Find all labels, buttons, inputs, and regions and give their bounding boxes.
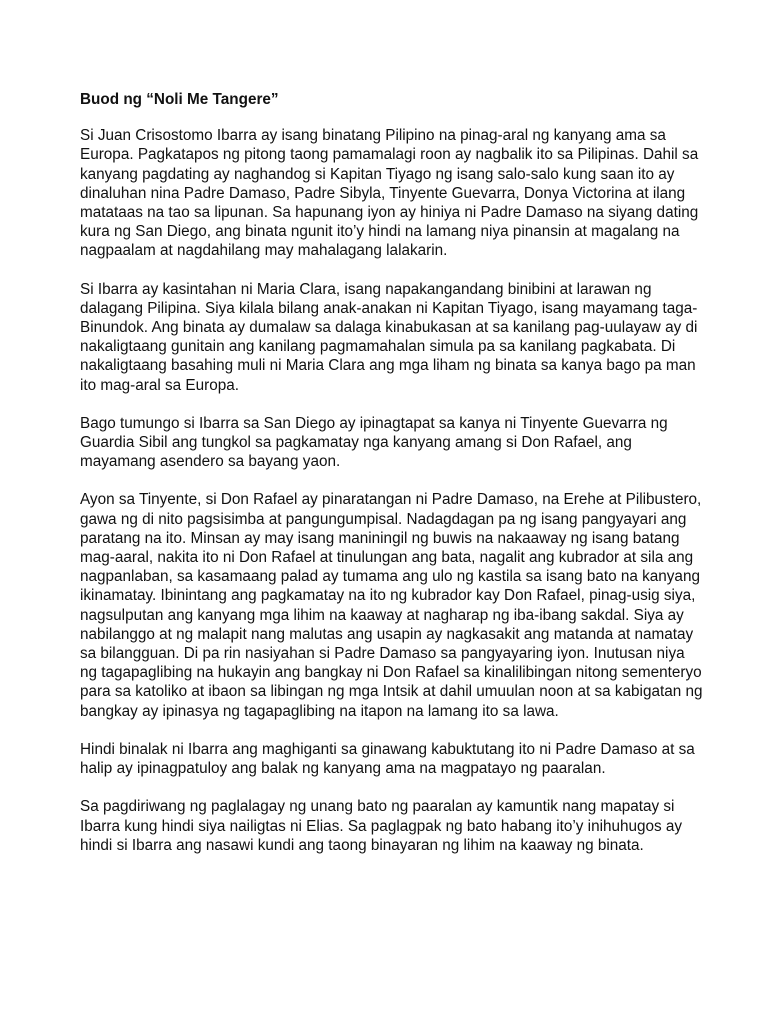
paragraph-5: Hindi binalak ni Ibarra ang maghiganti sa ginawang kabuktutang ito ni Padre Damaso at sa halip ay ipinagpatuloy ang balak ng kanyang ama na magpatayo ng paaralan. [80,740,695,778]
document-title: Buod ng “Noli Me Tangere” [80,91,279,108]
paragraph-4: Ayon sa Tinyente, si Don Rafael ay pinaratangan ni Padre Damaso, na Erehe at Pilibustero, gawa ng di nito pagsisimba at pangungumpisal. Nadagdagan pa ng isang pangyayari ang paratang na ito. Minsan ay may isang maniningil ng buwis na nakaaway ng isang batang mag-aaral, nakita ito ni Don Rafael at tinulungan ang bata, nagalit ang kubrador at sila ang nagpanlaban, sa kasamaang palad ay tumama ang ulo ng kastila sa isang bato na kanyang ikinamatay. Ibinintang ang pagkamatay na ito ng kubrador kay Don Rafael, pinag-usig siya, nagsulputan ang kanyang mga lihim na kaaway at nagharap ng iba-ibang sakdal. Siya ay nabilanggo at ng malapit nang malutas ang usapin ay nagkasakit ang matanda at namatay sa bilangguan. Di pa rin nasiyahan si Padre Damaso sa pangyayaring iyon. Inutusan niya ng tagapaglibing na hukayin ang bangkay ni Don Rafael sa kinalilibingan nitong sementeryo para sa katoliko at ibaon sa libingan ng mga Intsik at dahil umuulan noon at sa kabigatan ng bangkay ay ipinasya ng tagapaglibing na itapon na lamang ito sa lawa. [80,491,703,720]
paragraph-2: Si Ibarra ay kasintahan ni Maria Clara, isang napakangandang binibini at larawan ng dalagang Pilipina. Siya kilala bilang anak-anakan ni Kapitan Tiyago, isang mayamang taga-Binundok. Ang binata ay dumalaw sa dalaga kinabukasan at sa kanilang pag-uulayaw ay di nakaligtaang gunitain ang kanilang pagmamahalan simula pa sa kanilang pagkabata. Di nakaligtaang basahing muli ni Maria Clara ang mga liham ng binata sa kanya bago pa man ito mag-aral sa Europa. [80,280,698,394]
document-body [80,90,705,874]
paragraph-1: Si Juan Crisostomo Ibarra ay isang binatang Pilipino na pinag-aral ng kanyang ama sa Europa. Pagkatapos ng pitong taong pamamalagi roon ay nagbalik ito sa Pilipinas. Dahil sa kanyang pagdating ay naghandog si Kapitan Tiyago ng isang salo-salo kung saan ito ay dinaluhan nina Padre Damaso, Padre Sibyla, Tinyente Guevarra, Donya Victorina at ilang matataas na tao sa lipunan. Sa hapunang iyon ay hiniya ni Padre Damaso na siyang dating kura ng San Diego, ang binata ngunit ito’y hindi na lamang niya pinansin at magalang na nagpaalam at nagdahilang may mahalagang lalakarin. [80,127,699,260]
paragraph-3: Bago tumungo si Ibarra sa San Diego ay ipinagtapat sa kanya ni Tinyente Guevarra ng Guardia Sibil ang tungkol sa pagkamatay nga kanyang amang si Don Rafael, ang mayamang asendero sa bayang yaon. [80,414,668,471]
paragraph-6: Sa pagdiriwang ng paglalagay ng unang bato ng paaralan ay kamuntik nang mapatay si Ibarra kung hindi siya nailigtas ni Elias. Sa paglagpak ng bato habang ito’y inihuhugos ay hindi si Ibarra ang nasawi kundi ang taong binayaran ng lihim na kaaway ng binata. [80,798,683,854]
